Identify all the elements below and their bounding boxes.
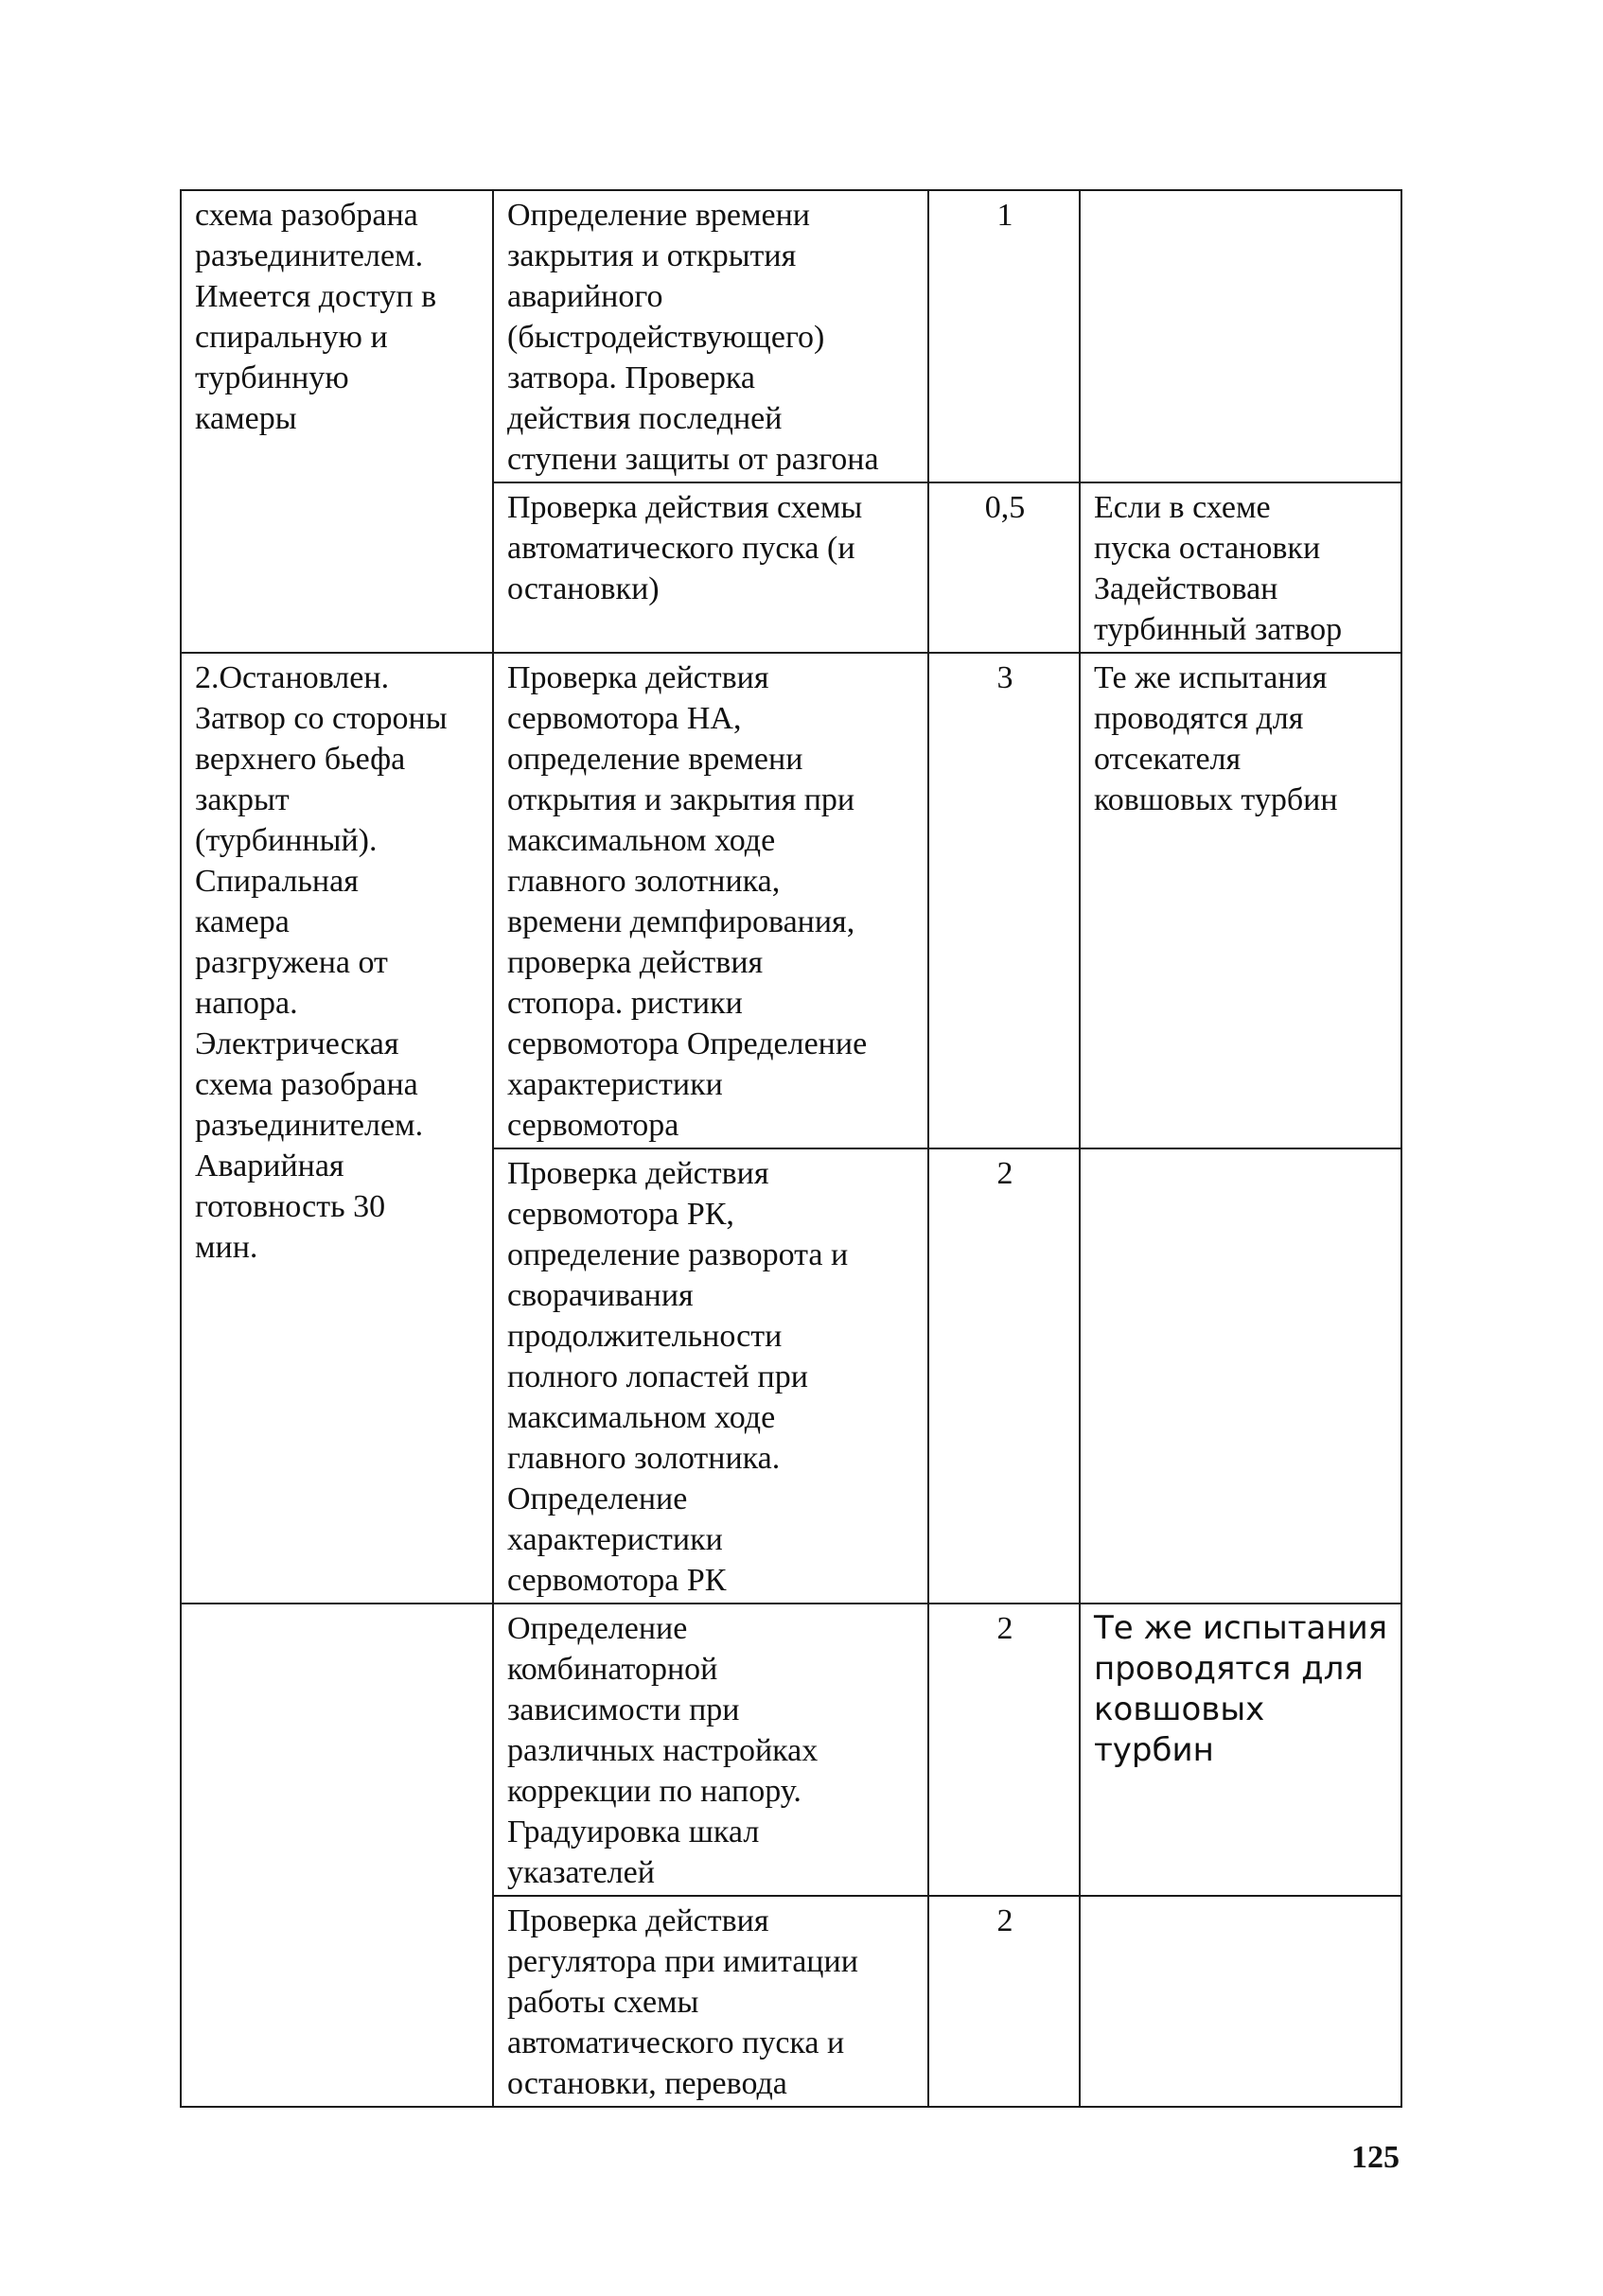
table-row	[181, 190, 1401, 482]
table-row	[181, 653, 1401, 1148]
work-cell: Проверка действия сервомотора НА, определение времени открытия и закрытия при максимальном ходе главного золотника, времени демпфирования, проверка действия стопора. ристики сервомотора Определение характеристики сервомотора	[493, 653, 928, 1148]
note-cell	[1080, 190, 1401, 482]
state-cell: схема разобрана разъединителем. Имеется доступ в спиральную и турбинную камеры	[181, 190, 493, 653]
state-cell: 2.Остановлен. Затвор со стороны верхнего бьефа закрыт (турбинный). Спиральная камера разгружена от напора. Электрическая схема разобрана разъединителем. Аварийная готовность 30 мин.	[181, 653, 493, 1604]
duration-cell: 0,5	[928, 482, 1080, 653]
note-cell: Те же испытания проводятся для отсекателя ковшовых турбин	[1080, 653, 1401, 1148]
duration-cell: 2	[928, 1896, 1080, 2107]
note-cell: Если в схеме пуска остановки Задействован турбинный затвор	[1080, 482, 1401, 653]
work-cell: Проверка действия регулятора при имитации работы схемы автоматического пуска и остановки, перевода	[493, 1896, 928, 2107]
duration-cell: 1	[928, 190, 1080, 482]
duration-cell: 2	[928, 1604, 1080, 1896]
page-number: 125	[1351, 2140, 1400, 2175]
work-cell: Определение комбинаторной зависимости при различных настройках коррекции по напору. Градуировка шкал указателей	[493, 1604, 928, 1896]
table-row	[181, 1604, 1401, 1896]
work-cell: Проверка действия сервомотора РК, определение разворота и сворачивания продолжительности полного лопастей при максимальном ходе главного золотника. Определение характеристики сервомотора РК	[493, 1148, 928, 1604]
test-table	[180, 189, 1402, 2108]
note-cell	[1080, 1148, 1401, 1604]
note-cell	[1080, 1896, 1401, 2107]
work-cell: Проверка действия схемы автоматического пуска (и остановки)	[493, 482, 928, 653]
duration-cell: 2	[928, 1148, 1080, 1604]
state-cell	[181, 1604, 493, 2107]
duration-cell: 3	[928, 653, 1080, 1148]
note-cell: Те же испытания проводятся для ковшовых турбин	[1080, 1604, 1401, 1896]
work-cell: Определение времени закрытия и открытия аварийного (быстродействующего) затвора. Проверка действия последней ступени защиты от разгона	[493, 190, 928, 482]
